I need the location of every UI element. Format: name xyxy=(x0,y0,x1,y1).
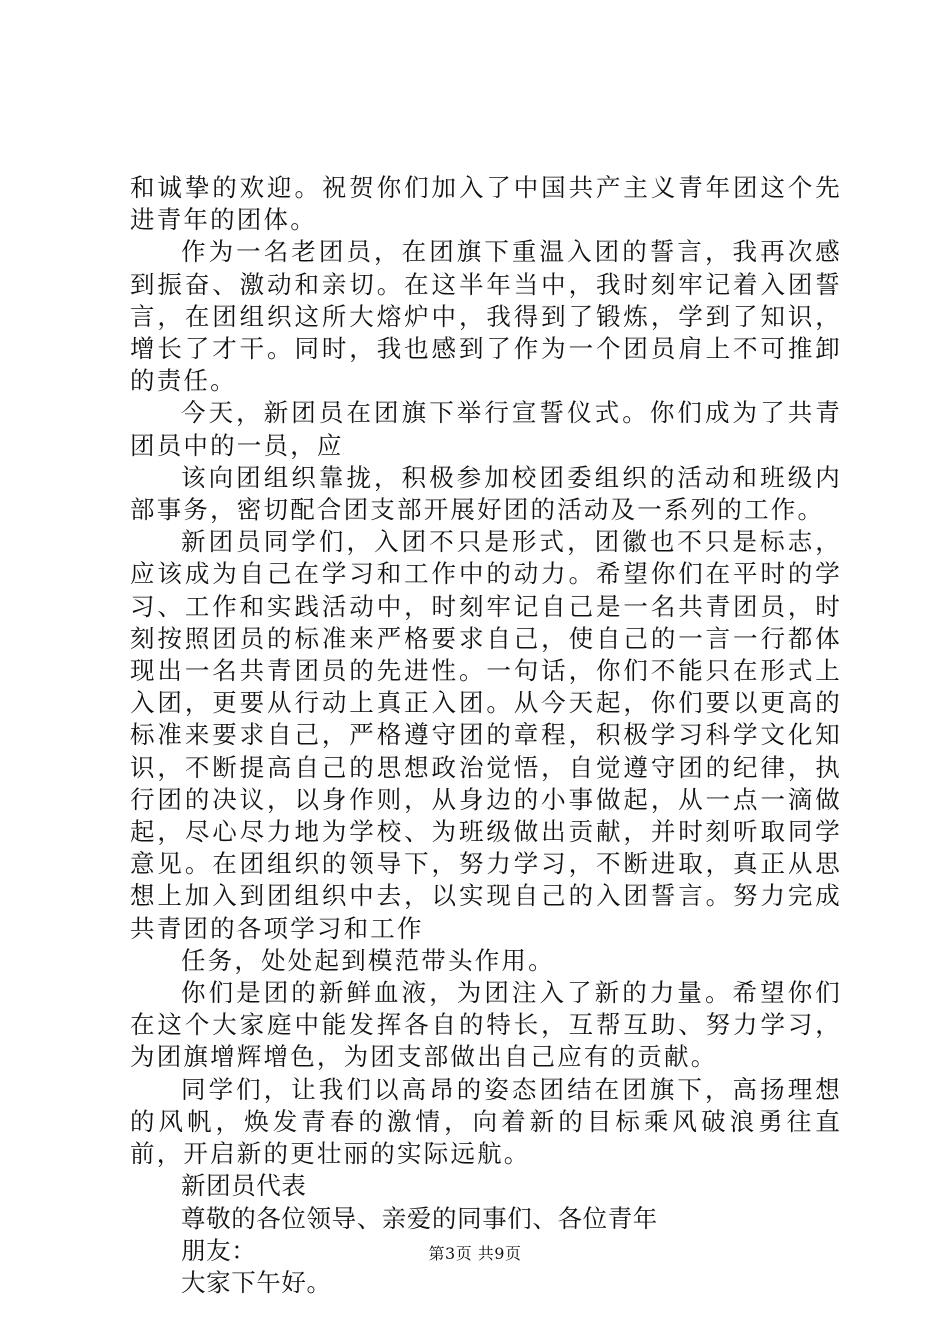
paragraph: 今天，新团员在团旗下举行宣誓仪式。你们成为了共青团员中的一员，应 xyxy=(130,398,842,460)
paragraph: 该向团组织靠拢，积极参加校团委组织的活动和班级内部事务，密切配合团支部开展好团的活动及一系列的工作。 xyxy=(130,462,842,525)
salutation-line: 朋友： xyxy=(181,1235,257,1265)
greeting-line: 大家下午好。 xyxy=(181,1267,332,1297)
paragraph: 你们是团的新鲜血液，为团注入了新的力量。希望你们在这个大家庭中能发挥各自的特长，互帮互助、努力学习，为团旗增辉增色，为团支部做出自己应有的贡献。 xyxy=(130,978,842,1072)
salutation-line: 尊敬的各位领导、亲爱的同事们、各位青年 xyxy=(181,1203,658,1233)
paragraph: 作为一名老团员，在团旗下重温入团的誓言，我再次感到振奋、激动和亲切。在这半年当中，我时刻牢记着入团誓言，在团组织这所大熔炉中，我得到了锻炼，学到了知识，增长了才干。同时，我也感到了作为一个团员肩上不可推卸的责任。 xyxy=(130,237,842,396)
paragraph: 和诚挚的欢迎。祝贺你们加入了中国共产主义青年团这个先进青年的团体。 xyxy=(130,173,842,235)
page-number-footer: 第3页 共9页 xyxy=(428,1244,522,1263)
document-body xyxy=(130,172,842,1299)
paragraph: 新团员同学们，入团不只是形式，团徽也不只是标志，应该成为自己在学习和工作中的动力。希望你们在平时的学习、工作和实践活动中，时刻牢记自己是一名共青团员，时刻按照团员的标准来严格要求自己，使自己的一言一行都体现出一名共青团员的先进性。一句话，你们不能只在形式上入团，更要从行动上真正入团。从今天起，你们要以更高的标准来要求自己，严格遵守团的章程，积极学习科学文化知识，不断提高自己的思想政治觉悟，自觉遵守团的纪律，执行团的决议，以身作则，从身边的小事做起，从一点一滴做起，尽心尽力地为学校、为班级做出贡献，并时刻听取同学意见。在团组织的领导下，努力学习，不断进取，真正从思想上加入到团组织中去，以实现自己的入团誓言。努力完成共青团的各项学习和工作 xyxy=(130,527,842,943)
paragraph: 任务，处处起到模范带头作用。 xyxy=(181,945,555,975)
paragraph: 同学们，让我们以高昂的姿态团结在团旗下，高扬理想的风帆，焕发青春的激情，向着新的目标乘风破浪勇往直前，开启新的更壮丽的实际远航。 xyxy=(130,1074,842,1169)
signature-line: 新团员代表 xyxy=(181,1171,307,1201)
